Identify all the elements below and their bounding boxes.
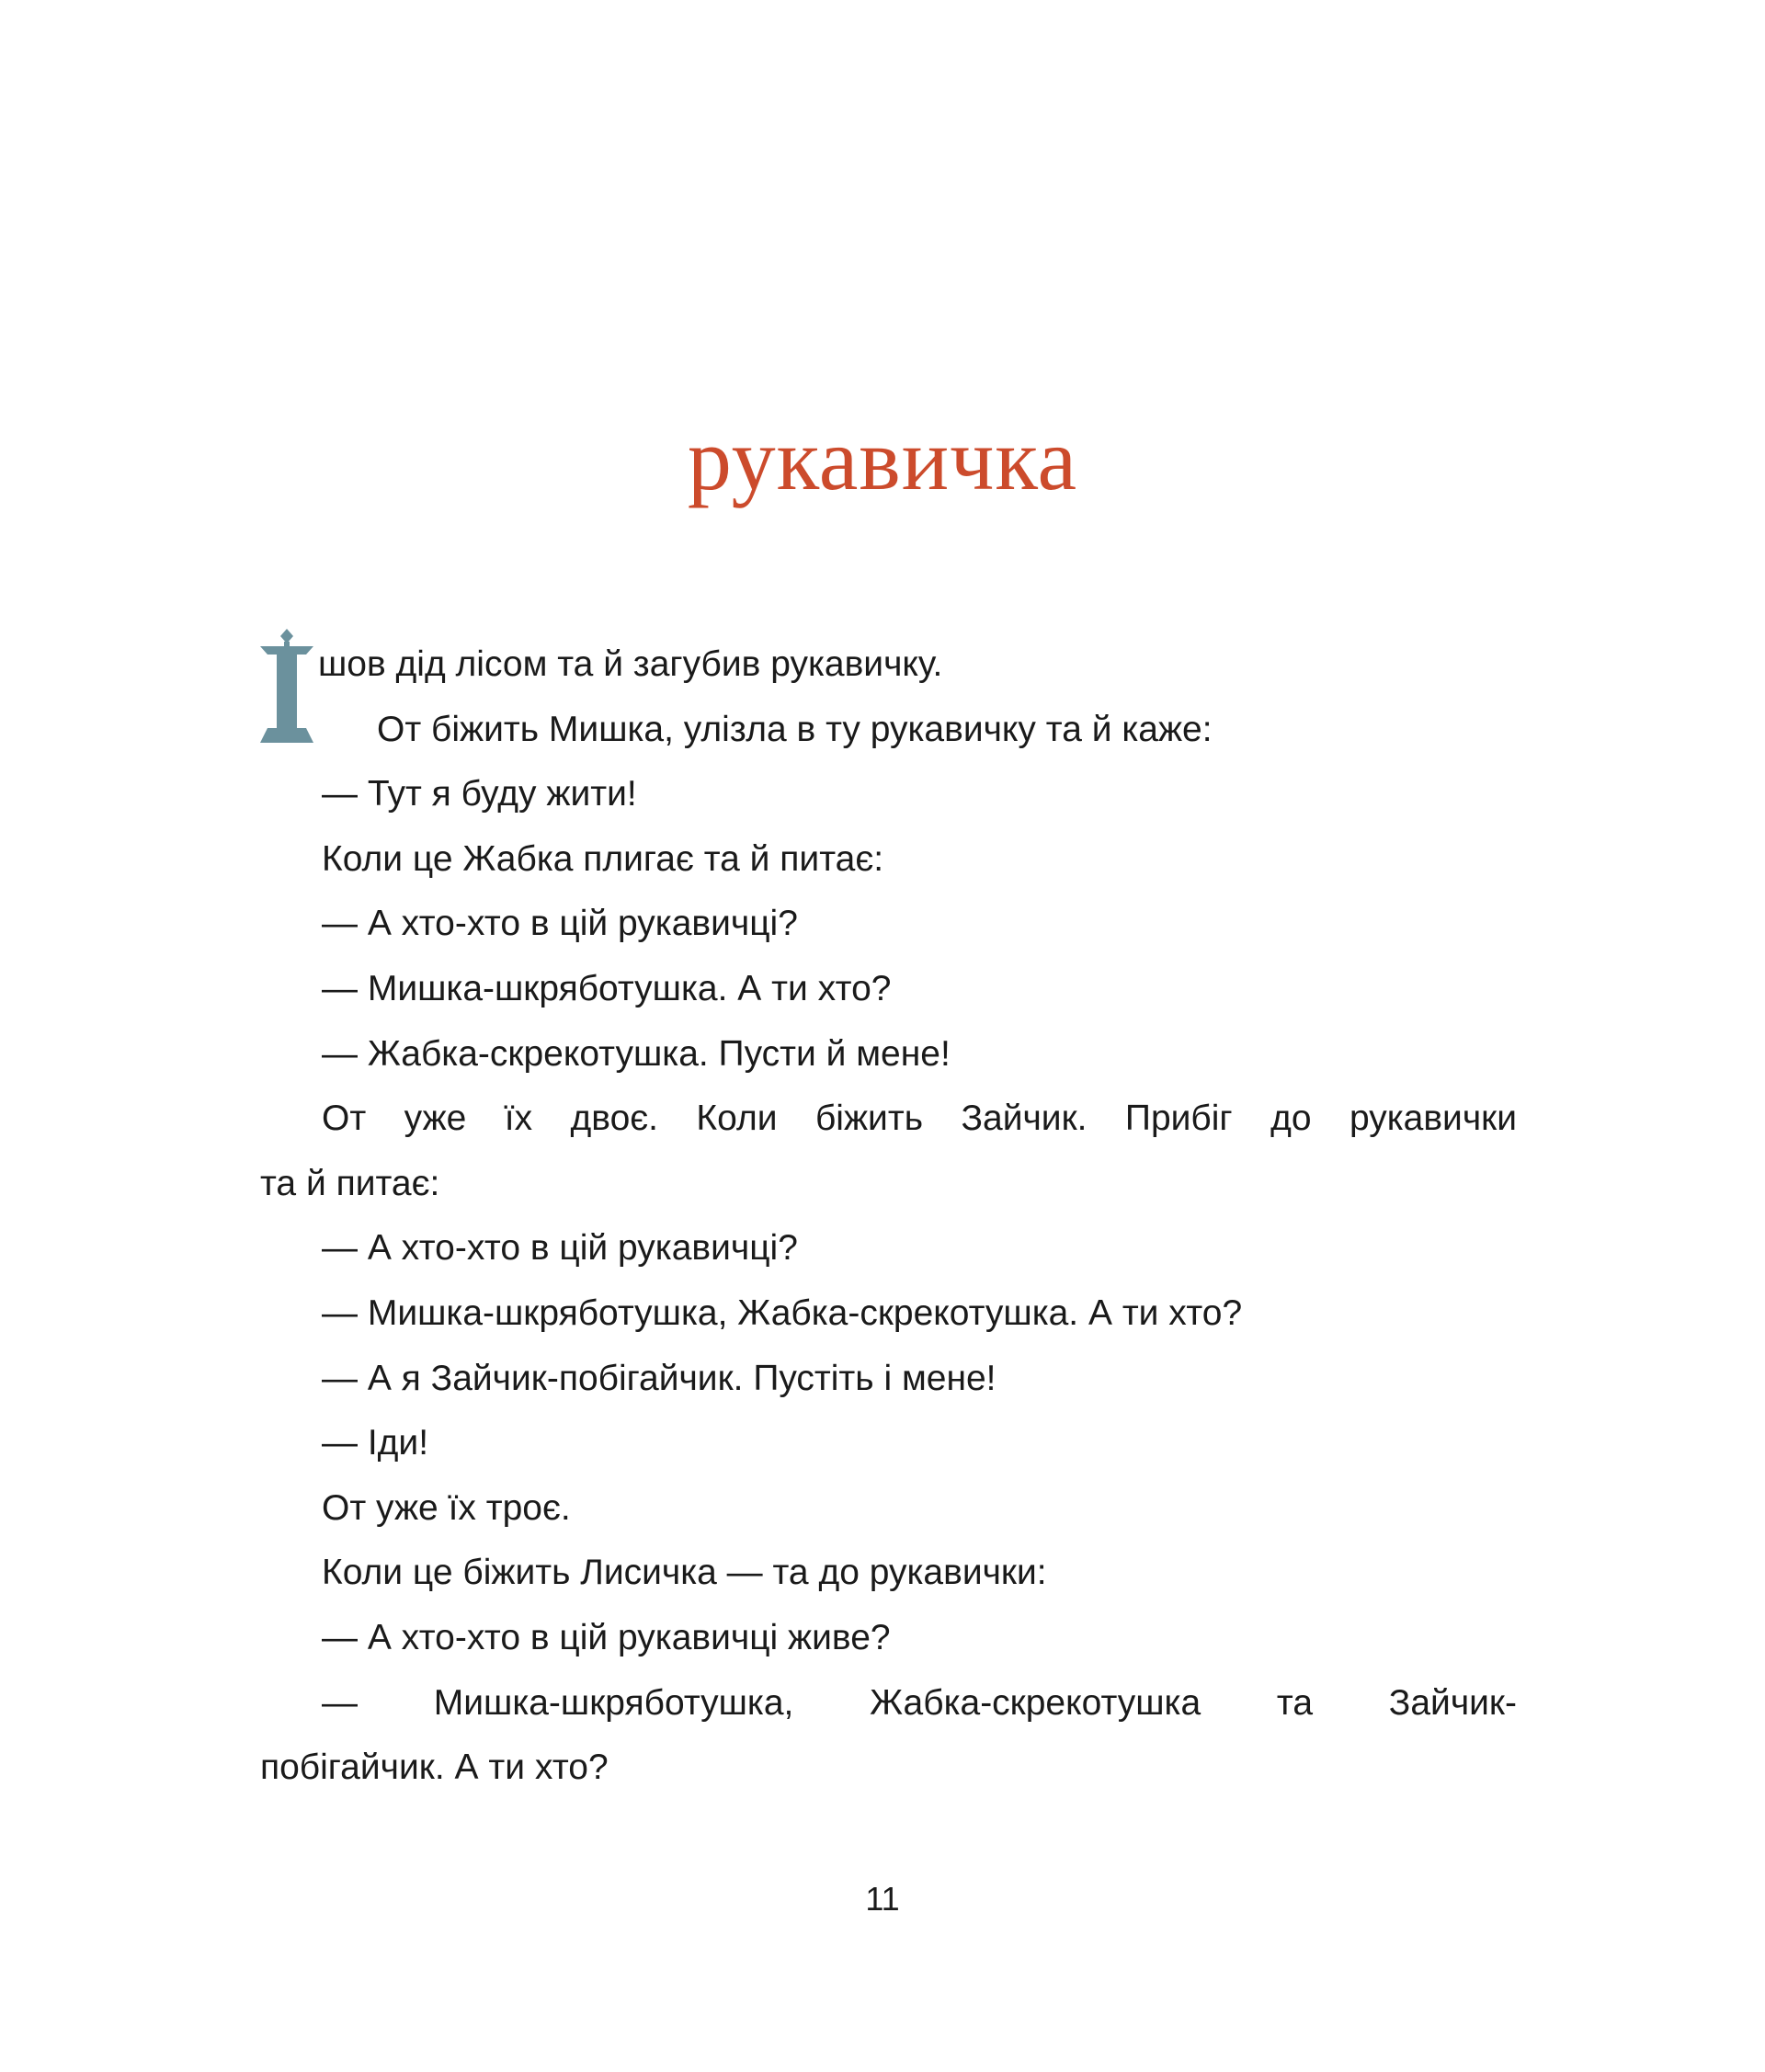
text-line: От уже їх троє. [322,1487,571,1528]
text-line: — Мишка-шкряботушка. А ти хто? [322,968,892,1008]
text-line: — Мишка-шкряботушка, Жабка-скрекотушка. А ти хто? [322,1292,1243,1333]
text-line: та й питає: [260,1163,440,1203]
text-line: — Іди! [322,1423,429,1463]
text-line: — А хто-хто в цій рукавичці живе? [322,1617,891,1657]
story-text [260,632,1517,1801]
text-line: — А хто-хто в цій рукавичці? [322,904,798,944]
text-line: — Жабка-скрекотушка. Пусти й мене! [322,1033,951,1074]
text-line: От уже їх двоє. Коли біжить Зайчик. Прибіг до рукавички [322,1099,1517,1139]
text-line: шов дід лісом та й загубив рукавичку. [318,644,943,684]
story-title: рукавичка [687,410,1078,508]
text-line: От біжить Мишка, улізла в ту рукавичку та й каже: [377,709,1213,749]
text-line: — Мишка-шкряботушка, Жабка-скрекотушка та Зайчик- [322,1682,1517,1723]
text-line: Коли це біжить Лисичка — та до рукавички: [322,1553,1047,1593]
page-number: 11 [865,1880,900,1918]
text-line: — Тут я буду жити! [322,774,637,814]
text-line: — А я Зайчик-побігайчик. Пустіть і мене! [322,1358,996,1398]
text-line: — А хто-хто в цій рукавичці? [322,1228,798,1269]
text-line: побігайчик. А ти хто? [260,1748,609,1788]
text-line: Коли це Жабка плигає та й питає: [322,838,884,879]
